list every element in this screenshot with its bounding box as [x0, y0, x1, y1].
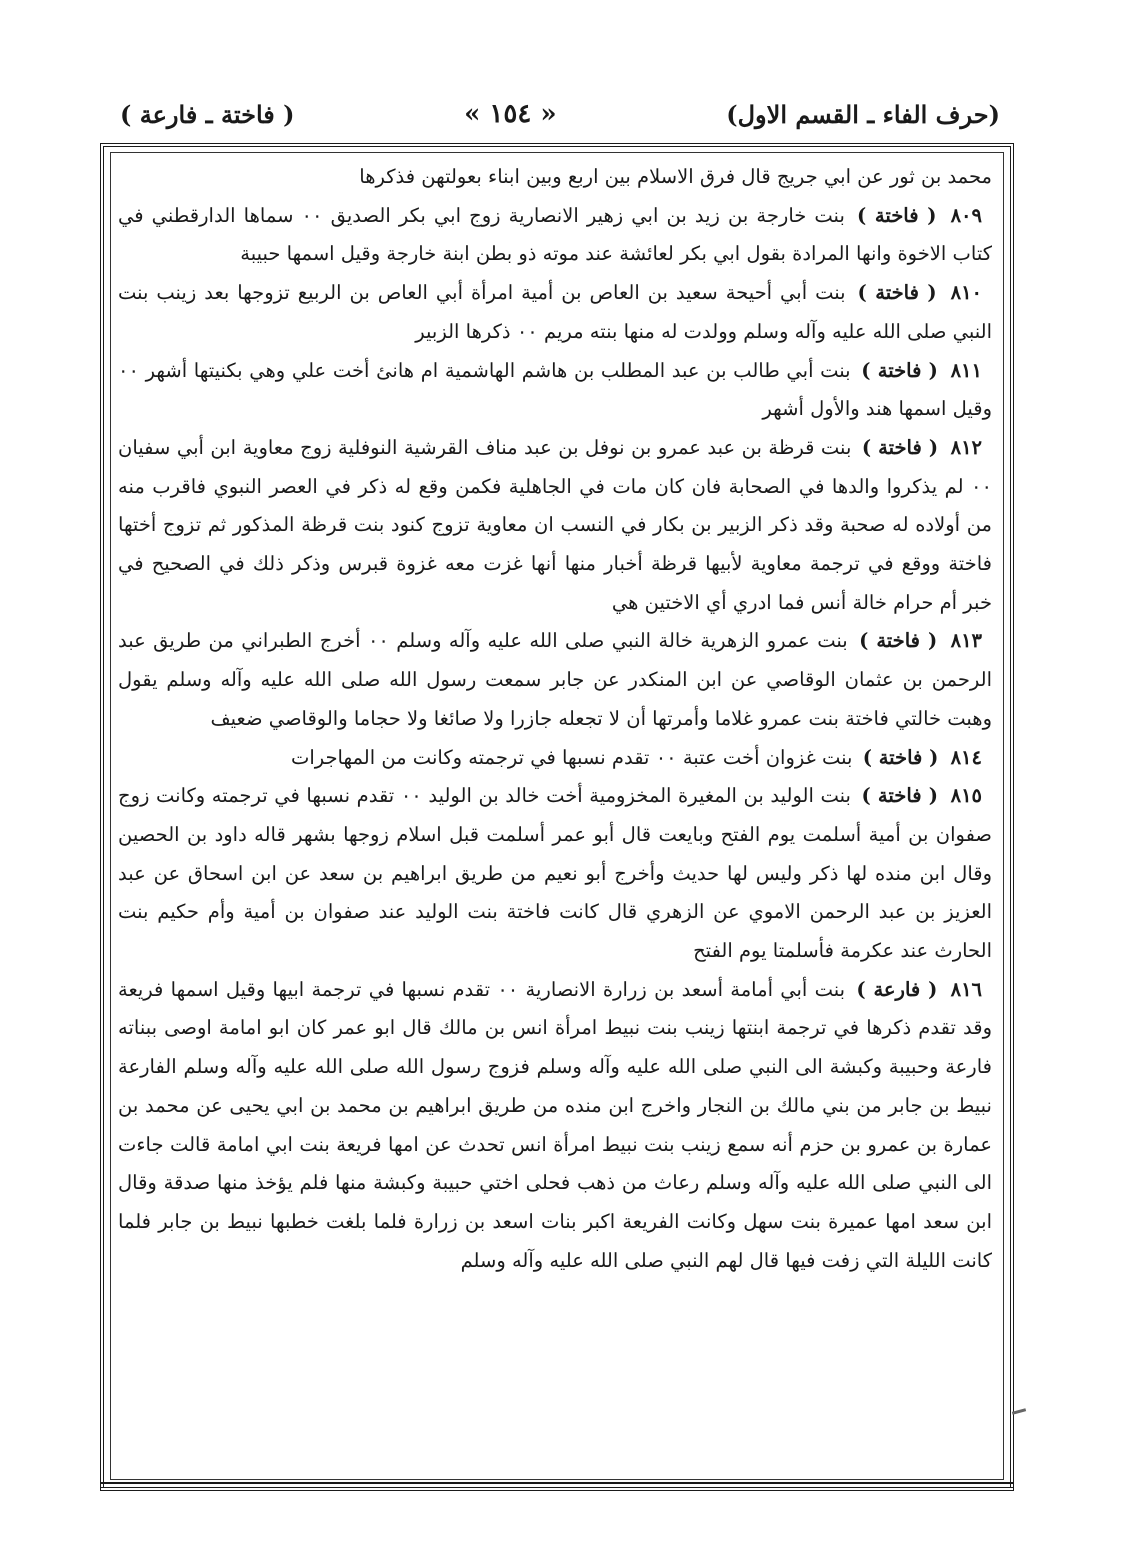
entry-813	[118, 622, 992, 738]
bottom-rule	[100, 1482, 1014, 1488]
entry-number: ٨١٣	[950, 629, 983, 653]
entry-name: ( فاختة )	[856, 203, 937, 227]
page-header	[120, 92, 1000, 136]
entry-number: ٨١٦	[950, 977, 983, 1001]
entry-text: بنت غزوان أخت عتبة ٠٠ تقدم نسبها في ترجمته وكانت من المهاجرات	[290, 745, 853, 769]
running-head-entries: ( فاختة ـ فارعة )	[120, 99, 295, 129]
entry-name: ( فاختة )	[861, 435, 939, 459]
entry-811	[118, 352, 992, 429]
entry-text: بنت أبي أمامة أسعد بن زرارة الانصارية ٠٠ تقدم نسبها في ترجمة ابيها وقيل اسمها فريعة وقد تقدم ذكرها في ترجمة ابنتها زينب بنت نبيط امرأة انس بن مالك قال ابو عمر كان ابو امامة اوصى ببناته فارعة وحبيبة وكبشة الى النبي صلى الله عليه وآله وسلم فزوج رسول الله صلى الله عليه وآله وسلم الفارعة نبيط بن جابر من بني مالك بن النجار واخرج ابن منده من طريق ابراهيم بن محمد بن ابي يحيى عن محمد بن عمارة بن عمرو بن حزم أنه سمع زينب بنت نبيط امرأة انس تحدث عن امها فريعة بنت ابي امامة قالت جاءت الى النبي صلى الله عليه وآله وسلم رعاث من ذهب فحلى اختي حبيبة وكبشة منها فلم يؤخذ منها صدقة وقال ابن سعد امها عميرة بنت سهل وكانت الفريعة اكبر بنات اسعد بن زرارة فلما بلغت خطبها نبيط بن جابر فلما كانت الليلة التي زفت فيها قال لهم النبي صلى الله عليه وآله وسلم	[118, 977, 992, 1272]
entry-810	[118, 274, 992, 351]
entry-name: ( فاختة )	[861, 784, 938, 808]
entry-name: ( فاختة )	[861, 358, 938, 382]
entry-text: بنت خارجة بن زيد بن ابي زهير الانصارية زوج ابي بكر الصديق ٠٠ سماها الدارقطني في كتاب الاخوة وانها المرادة بقول ابي بكر لعائشة عند موته ذو بطن ابنة خارجة وقيل اسمها حبيبة	[118, 203, 992, 266]
entry-name: ( فاختة )	[862, 745, 939, 769]
entry-number: ٨١٥	[950, 784, 983, 808]
entry-text: بنت الوليد بن المغيرة المخزومية أخت خالد بن الوليد ٠٠ تقدم نسبها في ترجمته وكانت زوج صفوان بن أمية أسلمت يوم الفتح وبايعت قال أبو عمر أسلمت قبل اسلام زوجها بشهر قاله داود بن الحصين وقال ابن منده لها ذكر وليس لها حديث وأخرج أبو نعيم من طريق ابراهيم بن سعد عن ابن اسحاق عن عبد العزيز بن عبد الرحمن الاموي عن الزهري قال كانت فاختة بنت الوليد عند صفوان بن أمية وأم حكيم بنت الحارث عند عكرمة فأسلمتا يوم الفتح	[118, 784, 992, 963]
entry-number: ٨١٤	[950, 745, 982, 769]
entry-812	[118, 429, 992, 623]
entry-name: ( فاختة )	[857, 281, 937, 305]
entry-number: ٨٠٩	[950, 203, 982, 227]
entry-816	[118, 971, 992, 1281]
entry-number: ٨١١	[950, 358, 982, 382]
entry-name: ( فاختة )	[859, 629, 938, 653]
entry-number: ٨١٢	[950, 435, 983, 459]
entry-name: ( فارعة )	[856, 977, 938, 1001]
entry-text: بنت أبي طالب بن عبد المطلب بن هاشم الهاشمية ام هانئ أخت علي وهي بكنيتها أشهر ٠٠ وقيل اسمها هند والأول أشهر	[118, 358, 992, 421]
entry-number: ٨١٠	[950, 281, 983, 305]
entry-809	[118, 197, 992, 274]
main-text	[118, 158, 992, 1476]
intro-line: محمد بن ثور عن ابي جريج قال فرق الاسلام بين اربع وبين ابناء بعولتهن فذكرها	[359, 165, 992, 188]
entry-text: بنت عمرو الزهرية خالة النبي صلى الله عليه وآله وسلم ٠٠ أخرج الطبراني من طريق عبد الرحمن بن عثمان الوقاصي عن ابن المنكدر عن جابر سمعت رسول الله صلى الله عليه وآله وسلم يقول وهبت خالتي فاختة بنت عمرو غلاما وأمرتها أن لا تجعله جازرا ولا صائغا ولا حجاما والوقاصي ضعيف	[118, 629, 992, 730]
entry-814	[118, 739, 992, 778]
entry-text: بنت قرظة بن عبد عمرو بن نوفل بن عبد مناف القرشية النوفلية زوج معاوية ابن أبي سفيان ٠٠ لم يذكروا والدها في الصحابة فان كان مات في الجاهلية فكمن وقع له ذكر في العصر النبوي فاقرب منه من أولاده له صحبة وقد ذكر الزبير بن بكار في النسب ان معاوية تزوج كنود بنت قرظة المذكور ثم تزوج أختها فاختة ووقع في ترجمة معاوية لأبيها قرظة أخبار منها أنها غزت معه غزوة قبرس وذكر ذلك في الصحيح في خبر أم حرام خالة أنس فما ادري أي الاختين هي	[118, 435, 992, 614]
entry-815	[118, 777, 992, 971]
entry-text: بنت أبي أحيحة سعيد بن العاص بن أمية امرأة أبي العاص بن الربيع تزوجها بعد زينب بنت النبي صلى الله عليه وآله وسلم وولدت له منها بنته مريم ٠٠ ذكرها الزبير	[118, 281, 992, 343]
running-head-section: (حرف الفاء ـ القسم الاول)	[726, 99, 1000, 129]
page-number: « ١٥٤ »	[464, 99, 557, 129]
